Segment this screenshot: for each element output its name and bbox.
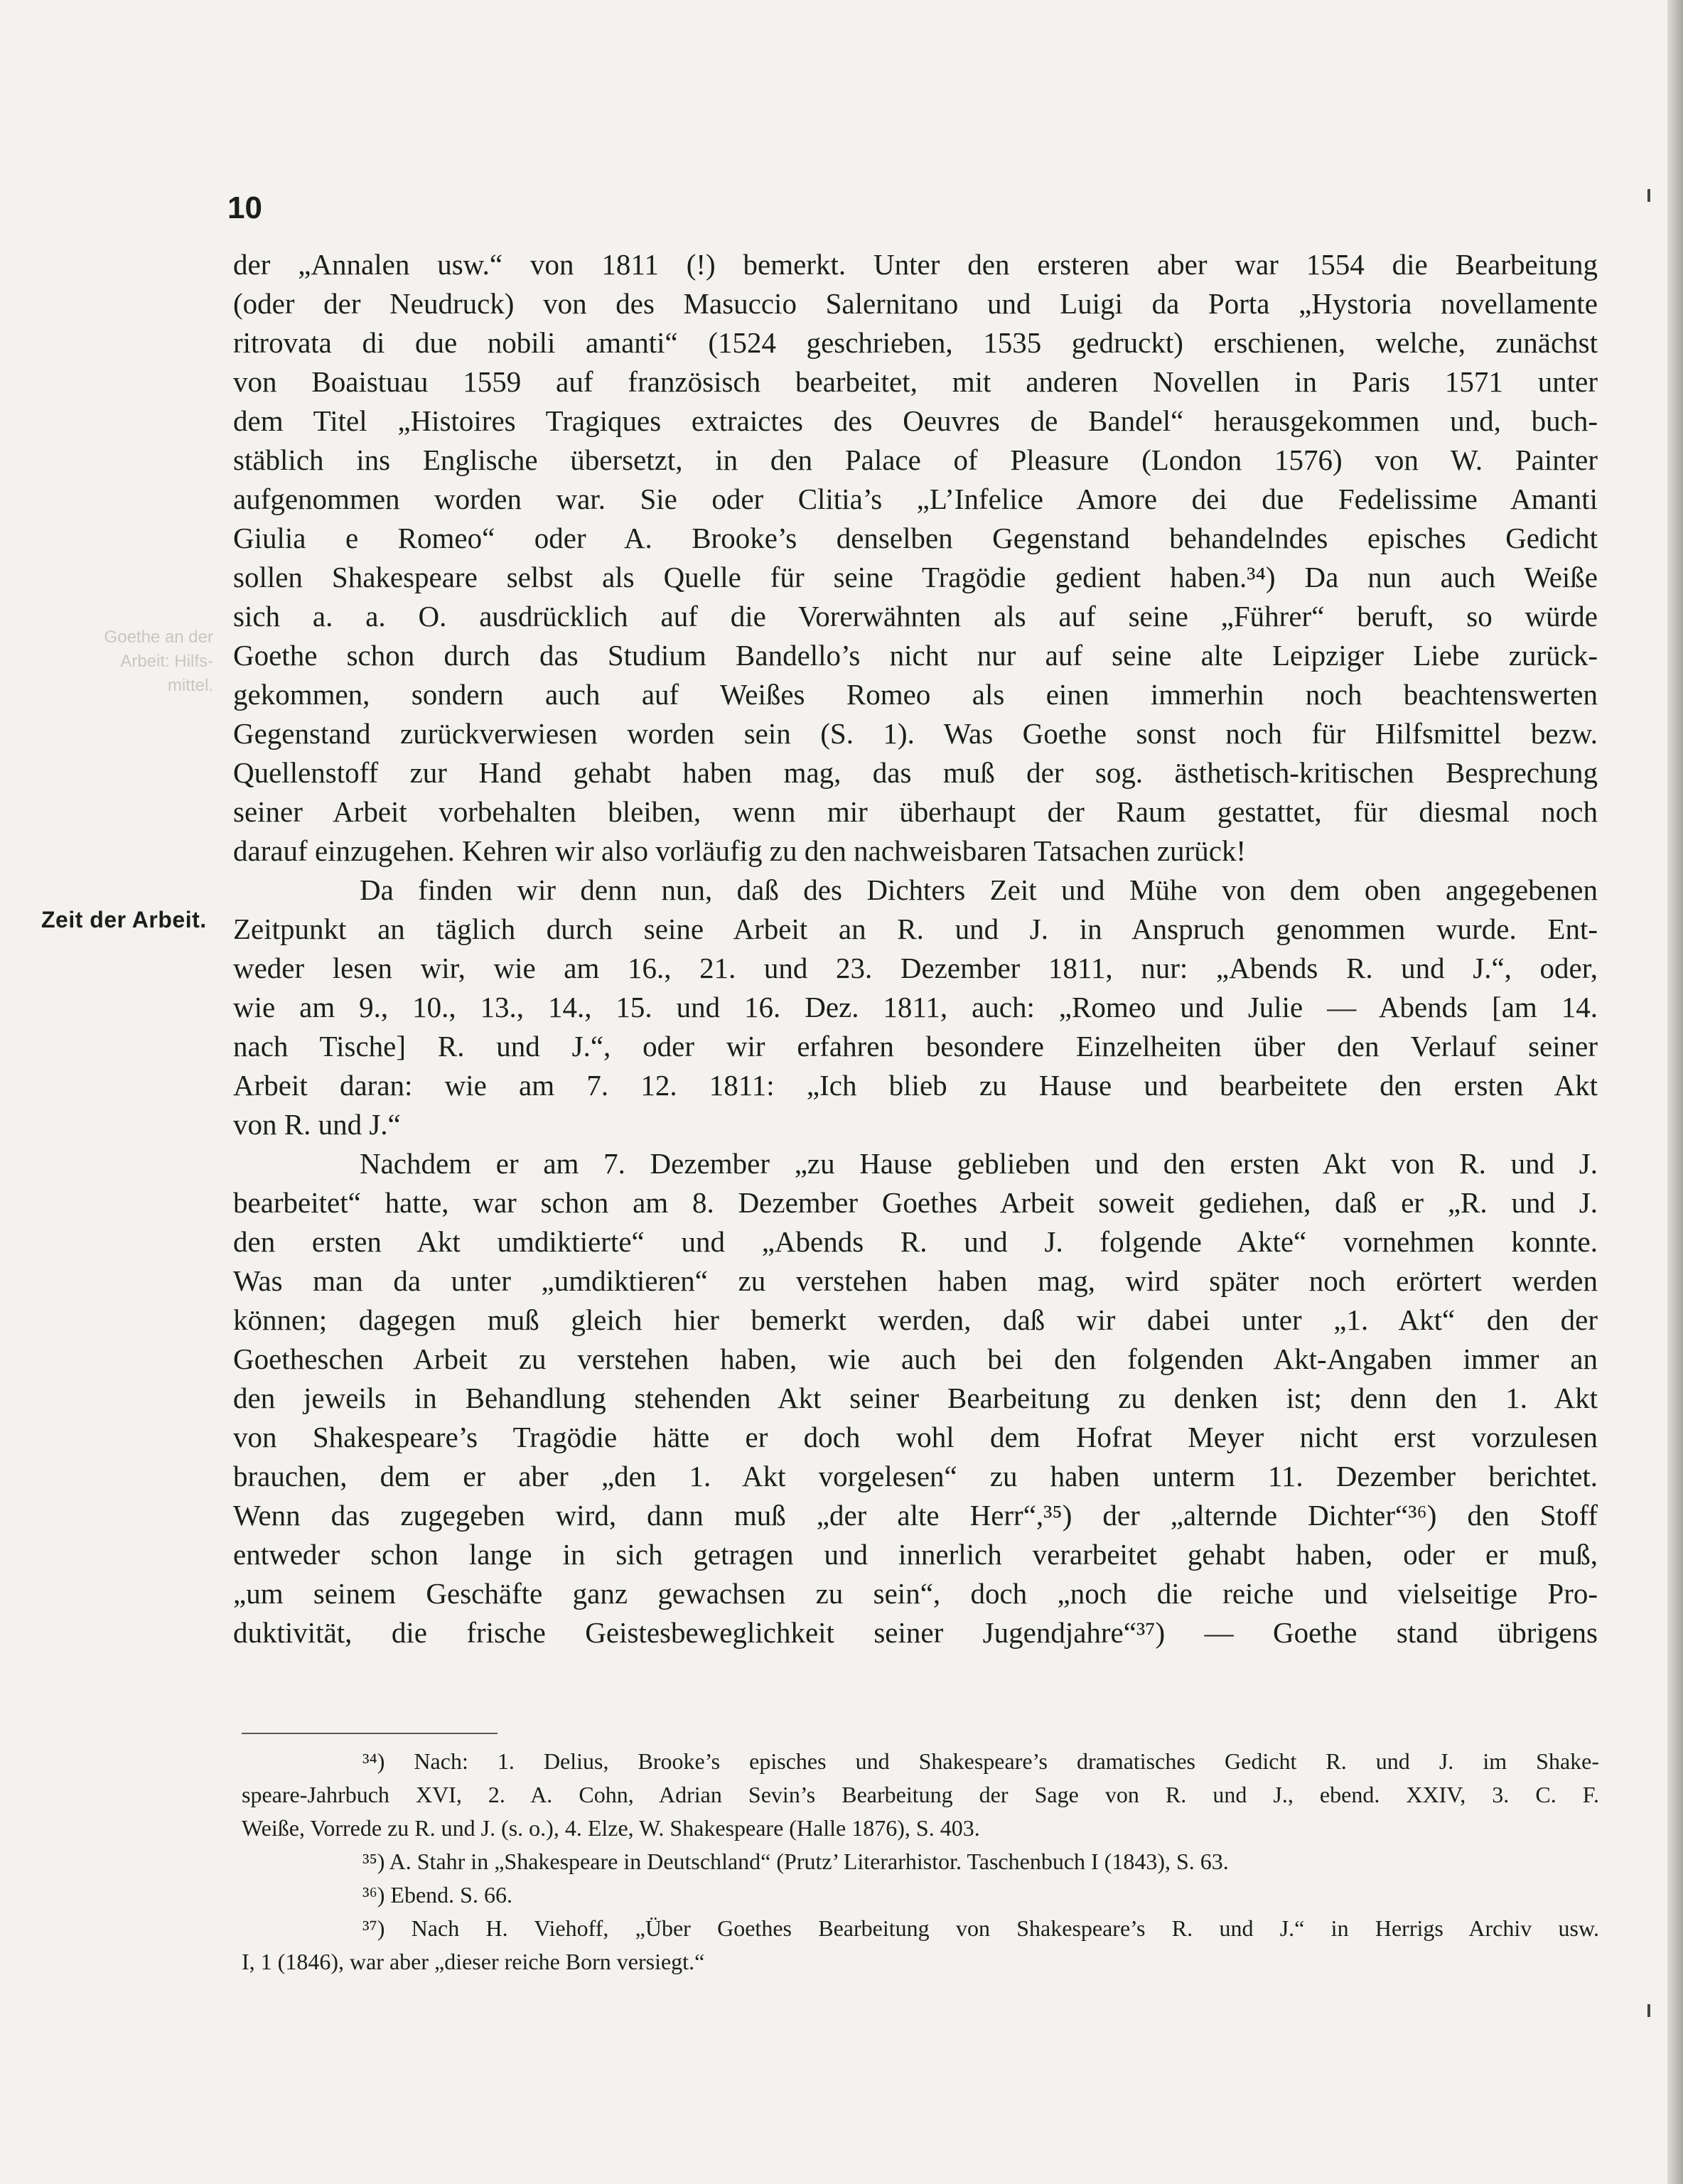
text-line: Giulia e Romeo“ oder A. Brooke’s denselben Gegenstand behandelndes episches Gedicht [233,522,1598,554]
margin-note: Zeit der Arbeit. [41,907,207,932]
text-line: von Boaistuau 1559 auf französisch bearbeitet, mit anderen Novellen in Paris 1571 unter [233,365,1598,398]
text-line: Nachdem er am 7. Dezember „zu Hause geblieben und den ersten Akt von R. und J. [360,1147,1598,1180]
text-line: der „Annalen usw.“ von 1811 (!) bemerkt. Unter den ersteren aber war 1554 die Bearbeitung [233,248,1598,281]
footnote-line: ³⁶) Ebend. S. 66. [362,1882,512,1908]
text-line: Goethe schon durch das Studium Bandello’s nicht nur auf seine alte Leipziger Liebe zurück- [233,639,1598,672]
footnotes [242,1745,1599,1979]
footnote-line: ³⁴) Nach: 1. Delius, Brooke’s episches und Shakespeare’s dramatisches Gedicht R. und J. im Shake- [362,1748,1599,1774]
text-line: darauf einzugehen. Kehren wir also vorläufig zu den nachweisbaren Tatsachen zurück! [233,834,1247,867]
text-line: Quellenstoff zur Hand gehabt haben mag, das muß der sog. ästhetisch-kritischen Besprechung [233,756,1598,789]
text-line: sich a. a. O. ausdrücklich auf die Vorerwähnten als auf seine „Führer“ beruft, so würde [233,600,1598,633]
text-line: Arbeit daran: wie am 7. 12. 1811: „Ich blieb zu Hause und bearbeitete den ersten Akt [233,1069,1598,1102]
text-line: Zeitpunkt an täglich durch seine Arbeit an R. und J. in Anspruch genommen wurde. Ent- [233,913,1598,945]
text-line: Goetheschen Arbeit zu verstehen haben, wie auch bei den folgenden Akt-Angaben immer an [233,1343,1598,1375]
text-line: seiner Arbeit vorbehalten bleiben, wenn mir überhaupt der Raum gestattet, für diesmal noch [233,795,1598,828]
text-line: von Shakespeare’s Tragödie hätte er doch wohl dem Hofrat Meyer nicht erst vorzulesen [233,1421,1598,1453]
footnote-line: Weiße, Vorrede zu R. und J. (s. o.), 4. Elze, W. Shakespeare (Halle 1876), S. 403. [242,1815,980,1841]
footnote-line: ³⁷) Nach H. Viehoff, „Über Goethes Bearbeitung von Shakespeare’s R. und J.“ in Herrigs Archiv usw. [362,1915,1599,1941]
text-line: sollen Shakespeare selbst als Quelle für seine Tragödie gedient haben.³⁴) Da nun auch Weiße [233,561,1598,593]
text-line: aufgenommen worden war. Sie oder Clitia’s „L’Infelice Amore dei due Fedelissime Amanti [233,483,1598,515]
footnote-separator [242,1733,498,1734]
text-line: nach Tische] R. und J.“, oder wir erfahren besondere Einzelheiten über den Verlauf seiner [233,1030,1598,1063]
text-line: weder lesen wir, wie am 16., 21. und 23. Dezember 1811, nur: „Abends R. und J.“, oder, [233,952,1598,984]
page-number: 10 [227,190,262,225]
text-line: dem Titel „Histoires Tragiques extraictes des Oeuvres de Bandel“ herausgekommen und, buch- [233,404,1598,437]
text-line: Da finden wir denn nun, daß des Dichters Zeit und Mühe von dem oben angegebenen [360,873,1598,906]
text-line: gekommen, sondern auch auf Weißes Romeo als einen immerhin noch beachtenswerten [233,678,1598,711]
text-line: brauchen, dem er aber „den 1. Akt vorgelesen“ zu haben unterm 11. Dezember berichtet. [233,1460,1598,1492]
text-line: duktivität, die frische Geistesbeweglichkeit seiner Jugendjahre“³⁷) — Goethe stand übrigens [233,1616,1598,1649]
show-through-text: Goethe an der Arbeit: Hilfs- mittel. [104,628,213,695]
text-line: bearbeitet“ hatte, war schon am 8. Dezember Goethes Arbeit soweit gediehen, daß er „R. und J. [233,1186,1598,1219]
text-line: den jeweils in Behandlung stehenden Akt seiner Bearbeitung zu denken ist; denn den 1. Akt [233,1382,1598,1414]
body-text [233,245,1598,1652]
text-line: entweder schon lange in sich getragen und innerlich verarbeitet gehabt haben, oder er muß, [233,1538,1598,1571]
text-line: wie am 9., 10., 13., 14., 15. und 16. Dez. 1811, auch: „Romeo und Julie — Abends [am 14. [233,991,1598,1023]
text-line: Wenn das zugegeben wird, dann muß „der alte Herr“,³⁵) der „alternde Dichter“³⁶) den Stoff [233,1499,1598,1532]
text-line: ritrovata di due nobili amanti“ (1524 geschrieben, 1535 gedruckt) erschienen, welche, zunächst [233,326,1598,359]
text-line: von R. und J.“ [233,1108,401,1141]
footnote-line: ³⁵) A. Stahr in „Shakespeare in Deutschland“ (Prutz’ Literarhistor. Taschenbuch I (1843), S. 63. [362,1849,1229,1874]
footnote-line: I, 1 (1846), war aber „dieser reiche Born versiegt.“ [242,1949,705,1974]
text-line: (oder der Neudruck) von des Masuccio Salernitano und Luigi da Porta „Hystoria novellamente [233,287,1598,320]
scan-mark [1647,2004,1650,2017]
text-line: Gegenstand zurückverwiesen worden sein (S. 1). Was Goethe sonst noch für Hilfsmittel bezw. [233,717,1598,750]
page-edge [1667,0,1683,2184]
scan-mark [1647,189,1650,202]
text-line: können; dagegen muß gleich hier bemerkt werden, daß wir dabei unter „1. Akt“ den der [233,1303,1598,1336]
text-line: stäblich ins Englische übersetzt, in den Palace of Pleasure (London 1576) von W. Painter [233,443,1598,476]
footnote-line: speare-Jahrbuch XVI, 2. A. Cohn, Adrian Sevin’s Bearbeitung der Sage von R. und J., ebend. XXIV, 3. C. F. [242,1782,1599,1807]
text-line: Was man da unter „umdiktieren“ zu verstehen haben mag, wird später noch erörtert werden [233,1264,1598,1297]
text-line: den ersten Akt umdiktierte“ und „Abends R. und J. folgende Akte“ vornehmen konnte. [233,1225,1598,1258]
text-line: „um seinem Geschäfte ganz gewachsen zu sein“, doch „noch die reiche und vielseitige Pro- [233,1577,1598,1610]
